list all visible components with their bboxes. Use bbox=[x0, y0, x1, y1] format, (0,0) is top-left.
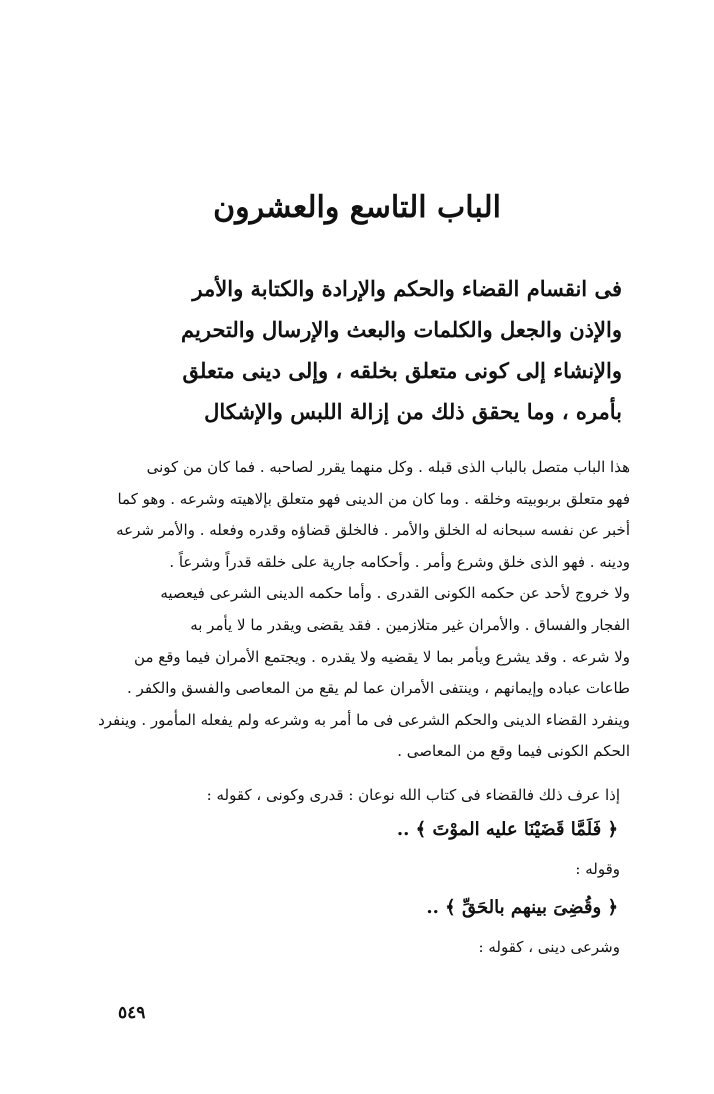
quote-label: وقوله : bbox=[575, 860, 620, 878]
body-line: الحكم الكونى فيما وقع من المعاصى . bbox=[397, 742, 630, 761]
page-number: ٥٤٩ bbox=[118, 1003, 146, 1023]
body-line: فهو متعلق بربوبيته وخلقه . وما كان من الدينى فهو متعلق بإلاهيته وشرعه . وهو كما bbox=[117, 489, 630, 508]
body-line: هذا الباب متصل بالباب الذى قبله . وكل منهما يقرر لصاحبه . فما كان من كونى bbox=[146, 458, 630, 476]
body-line: وينفرد القضاء الدينى والحكم الشرعى فى ما أمر به وشرعه ولم يفعله المأمور . وينفرد bbox=[98, 710, 630, 729]
chapter-title: الباب التاسع والعشرون bbox=[213, 190, 501, 225]
intro-line: إذا عرف ذلك فالقضاء فى كتاب الله نوعان : قدرى وكونى ، كقوله : bbox=[206, 786, 620, 804]
body-line: أخبر عن نفسه سبحانه له الخلق والأمر . فالخلق قضاؤه وقدره وفعله . والأمر شرعه bbox=[116, 521, 630, 540]
quran-quote: ﴿ وقُضِىَ بينهم بالحَقِّ ﴾ .. bbox=[426, 897, 618, 918]
body-line: طاعات عباده وإيمانهم ، وينتفى الأمران عما لم يقع من المعاصى والفسق والكفر . bbox=[127, 679, 630, 698]
body-line: الفجار والفساق . والأمران غير متلازمين . فقد يقضى ويقدر ما لا يأمر به bbox=[190, 615, 630, 634]
quote-label: وشرعى دينى ، كقوله : bbox=[478, 938, 620, 956]
body-line: ولا خروج لأحد عن حكمه الكونى القدرى . وأما حكمه الدينى الشرعى فيعصيه bbox=[160, 584, 630, 603]
subtitle-line: بأمره ، وما يحقق ذلك من إزالة اللبس والإشكال bbox=[204, 399, 622, 424]
body-line: ودينه . فهو الذى خلق وشرع وأمر . وأحكامه جارية على خلقه قدراً وشرعاً . bbox=[169, 552, 630, 571]
body-line: ولا شرعه . وقد يشرع ويأمر بما لا يقضيه ولا يقدره . ويجتمع الأمران فيما وقع من bbox=[134, 647, 630, 666]
subtitle-line: فى انقسام القضاء والحكم والإرادة والكتابة والأمر bbox=[192, 276, 622, 301]
subtitle-line: والإنشاء إلى كونى متعلق بخلقه ، وإلى دينى متعلق bbox=[182, 358, 622, 383]
body-paragraph bbox=[98, 452, 630, 768]
subtitle-line: والإذن والجعل والكلمات والبعث والإرسال والتحريم bbox=[181, 317, 622, 342]
quran-quote: ﴿ فَلَمَّا قَضَيْنَا عليه الموْتَ ﴾ .. bbox=[396, 819, 618, 840]
chapter-subtitle bbox=[181, 268, 622, 432]
